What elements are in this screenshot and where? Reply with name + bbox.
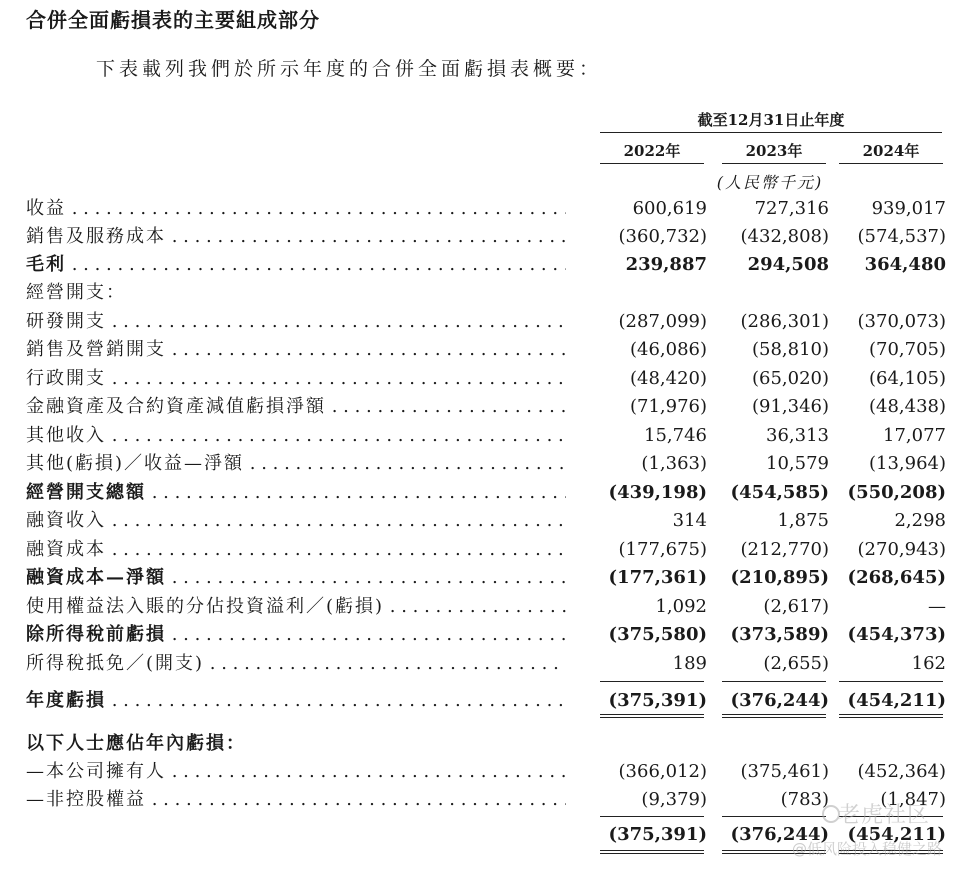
value-2022: (375,391) (608, 690, 707, 711)
year-header-2022: 2022年 (623, 142, 681, 160)
intro-paragraph: 下表載列我們於所示年度的合併全面虧損表概要： (96, 58, 603, 80)
table-row (0, 508, 980, 534)
value-2024: (550,208) (847, 482, 946, 503)
value-2022: (177,675) (618, 539, 707, 560)
value-2024: (64,105) (868, 368, 946, 389)
table-row (0, 759, 980, 785)
year-header-2023: 2023年 (745, 142, 803, 160)
row-label: 毛利 . . . (26, 252, 566, 278)
value-2024: (454,211) (847, 824, 946, 845)
row-label: 行政開支 . . . (26, 366, 566, 392)
row-label: 其他(虧損)／收益—淨額 . . . (26, 451, 566, 477)
value-2022: (375,580) (608, 624, 707, 645)
value-2023: (65,020) (751, 368, 829, 389)
value-2022: (48,420) (629, 368, 707, 389)
value-2024: — (928, 596, 946, 617)
value-2024: 364,480 (864, 254, 946, 275)
value-2023: (58,810) (751, 339, 829, 360)
row-label: 銷售及營銷開支 . . . (26, 337, 566, 363)
value-2022: (9,379) (641, 789, 707, 810)
row-label: —非控股權益 . . . (26, 787, 566, 813)
value-2023: (2,655) (763, 653, 829, 674)
subtotal-rule (839, 681, 943, 682)
total-double-rule (600, 850, 704, 854)
value-2023: (376,244) (730, 690, 829, 711)
value-2022: (46,086) (629, 339, 707, 360)
value-2024: (1,847) (880, 789, 946, 810)
row-label: 金融資產及合約資產減值虧損淨額 . . . (26, 394, 566, 420)
row-label: 收益 . . . (26, 196, 566, 222)
year-header-2024: 2024年 (862, 142, 920, 160)
row-label: 融資成本 . . . (26, 537, 566, 563)
value-2022: 314 (672, 510, 707, 531)
value-2023: (376,244) (730, 824, 829, 845)
value-2023: (286,301) (740, 311, 829, 332)
subtotal-rule (722, 816, 826, 817)
value-2024: (370,073) (857, 311, 946, 332)
value-2024: 2,298 (894, 510, 946, 531)
table-row (0, 451, 980, 477)
table-row (0, 252, 980, 278)
row-label: 融資收入 . . . (26, 508, 566, 534)
value-2024: (13,964) (868, 453, 946, 474)
table-row (0, 622, 980, 648)
watermark-brand: 老虎社区 (838, 803, 931, 828)
value-2023: (212,770) (740, 539, 829, 560)
value-2022: (71,976) (629, 396, 707, 417)
value-2022: (287,099) (618, 311, 707, 332)
value-2023: (91,346) (751, 396, 829, 417)
value-2023: (2,617) (763, 596, 829, 617)
value-2024: 17,077 (883, 425, 946, 446)
value-2022: 1,092 (655, 596, 707, 617)
value-2023: (373,589) (730, 624, 829, 645)
table-row (0, 366, 980, 392)
table-row (0, 565, 980, 591)
table-row (0, 651, 980, 677)
value-2023: (432,808) (740, 226, 829, 247)
value-2023: 294,508 (747, 254, 829, 275)
table-row (0, 337, 980, 363)
subtotal-rule (600, 681, 704, 682)
table-row (0, 594, 980, 620)
row-label: 以下人士應佔年內虧損： (26, 733, 246, 754)
row-label: 使用權益法入賬的分佔投資溢利／(虧損) . . . (26, 594, 566, 620)
subtotal-rule (600, 816, 704, 817)
table-row (0, 688, 980, 714)
table-row (0, 394, 980, 420)
table-row (0, 280, 980, 306)
value-2022: (1,363) (641, 453, 707, 474)
value-2024: (454,211) (847, 690, 946, 711)
value-2024: (454,373) (847, 624, 946, 645)
table-row (0, 731, 980, 757)
year-rule (600, 163, 704, 164)
watermark-handle: @低风险投入稳健之路 (792, 840, 943, 858)
value-2023: 10,579 (766, 453, 829, 474)
value-2022: 600,619 (632, 198, 707, 219)
row-label: 銷售及服務成本 . . . (26, 224, 566, 250)
period-header: 截至12月31日止年度 (697, 111, 845, 129)
table-row (0, 537, 980, 563)
row-label: 其他收入 . . . (26, 423, 566, 449)
value-2023: 36,313 (766, 425, 829, 446)
value-2024: (268,645) (847, 567, 946, 588)
value-2023: (210,895) (730, 567, 829, 588)
table-row (0, 224, 980, 250)
row-label: 經營開支總額 . . . (26, 480, 566, 506)
table-row (0, 480, 980, 506)
value-2024: (452,364) (857, 761, 946, 782)
value-2023: (375,461) (740, 761, 829, 782)
value-2022: (439,198) (608, 482, 707, 503)
value-2023: (783) (780, 789, 829, 810)
value-2022: (366,012) (618, 761, 707, 782)
row-label: —本公司擁有人 . . . (26, 759, 566, 785)
period-rule (600, 132, 942, 133)
value-2024: 939,017 (871, 198, 946, 219)
value-2022: 239,887 (625, 254, 707, 275)
row-label: 經營開支： (26, 282, 126, 303)
value-2022: (360,732) (618, 226, 707, 247)
value-2022: (375,391) (608, 824, 707, 845)
value-2022: 15,746 (644, 425, 707, 446)
total-double-rule (722, 714, 826, 718)
year-rule (839, 163, 943, 164)
total-double-rule (839, 714, 943, 718)
table-row (0, 196, 980, 222)
row-label: 研發開支 . . . (26, 309, 566, 335)
value-2024: (574,537) (857, 226, 946, 247)
value-2024: (70,705) (868, 339, 946, 360)
value-2024: 162 (911, 653, 946, 674)
value-2024: (270,943) (857, 539, 946, 560)
total-double-rule (600, 714, 704, 718)
table-row (0, 309, 980, 335)
currency-unit: (人民幣千元) (716, 173, 824, 192)
value-2022: (177,361) (608, 567, 707, 588)
row-label: 年度虧損 . . . (26, 688, 566, 714)
value-2024: (48,438) (868, 396, 946, 417)
value-2023: 727,316 (754, 198, 829, 219)
subtotal-rule (722, 681, 826, 682)
value-2023: (454,585) (730, 482, 829, 503)
row-label: 融資成本—淨額 . . . (26, 565, 566, 591)
section-title: 合併全面虧損表的主要組成部分 (26, 8, 320, 32)
value-2022: 189 (672, 653, 707, 674)
year-rule (722, 163, 826, 164)
table-row (0, 423, 980, 449)
row-label: 所得稅抵免／(開支) . . . (26, 651, 566, 677)
value-2023: 1,875 (777, 510, 829, 531)
row-label: 除所得稅前虧損 . . . (26, 622, 566, 648)
